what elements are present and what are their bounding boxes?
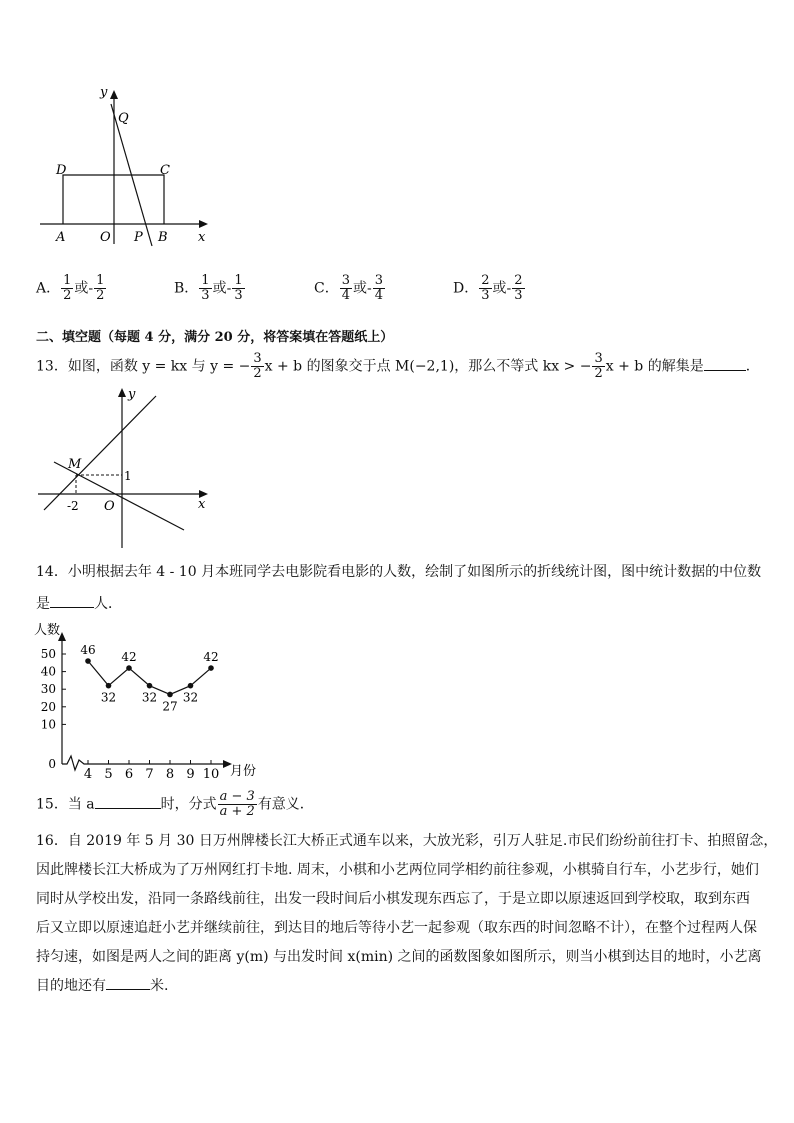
chart-y-tick-label: 10 (40, 717, 56, 732)
chart-point (208, 665, 214, 671)
choice-b: B． $\frac{1}{3}$ 或- $\frac{1}{3}$ (174, 273, 243, 303)
chart-xlabel: 月份 (230, 764, 257, 779)
chart-data-label: 32 (100, 690, 117, 705)
chart-y-tick-label: 40 (40, 664, 56, 679)
fig12-label-C: C (160, 163, 170, 178)
chart-point (167, 692, 173, 698)
chart-ylabel: 人数 (34, 623, 61, 638)
chart-x-tick-label: 4 (83, 767, 93, 782)
chart-point (147, 683, 153, 689)
fig13-label-neg2: -2 (67, 499, 79, 513)
choice-d: D． $\frac{2}{3}$ 或- $\frac{2}{3}$ (453, 273, 523, 303)
chart-x-tick-label: 7 (145, 767, 154, 782)
fig12-label-B: B (158, 230, 168, 245)
q16-line: 目的地还有 米. (36, 972, 777, 1001)
section-heading: 二、填空题（每题 4 分，满分 20 分，将答案填在答题纸上） (36, 330, 394, 345)
q14-line-chart (30, 616, 270, 782)
q14-line2: 是 人． (36, 593, 122, 614)
q15-text: 15．当 a 时，分式 $\frac{a - 3}{a + 2}$ 有意义． (36, 789, 314, 819)
q12-figure (30, 84, 220, 254)
q16-line: 因此牌楼长江大桥成为了万州网红打卡地. 周末，小棋和小艺两位同学相约前往参观，小棋骑自行车，小艺步行，她们 (36, 862, 759, 878)
fig13-label-y: y (128, 387, 136, 402)
chart-data-label: 27 (162, 699, 178, 714)
chart-x-tick-label: 9 (186, 767, 195, 782)
q14-line1: 14．小明根据去年 4 - 10 月本班同学去电影院看电影的人数，绘制了如图所示的折线统计图，图中统计数据的中位数 (36, 564, 762, 580)
q16-text (36, 827, 777, 1001)
chart-y-tick-label: 30 (40, 682, 56, 697)
fig13-label-O: O (104, 499, 115, 514)
chart-point (85, 658, 91, 664)
chart-data-label: 32 (141, 690, 158, 705)
chart-data-label: 46 (80, 643, 96, 658)
fig12-label-P: P (134, 230, 143, 245)
q16-line: 持匀速，如图是两人之间的距离 y(m) 与出发时间 x(min) 之间的函数图象如图所示，则当小棋到达目的地时，小艺离 (36, 949, 762, 965)
chart-y-tick-label: 0 (48, 757, 56, 771)
chart-data-label: 42 (203, 650, 219, 665)
q16-line: 同时从学校出发，沿同一条路线前往，出发一段时间后小棋发现东西忘了，于是立即以原速返回到学校取，取到东西 (36, 891, 750, 907)
q13-text: 13．如图，函数 y = kx 与 y = − $\frac{3}{2}$ x + b 的图象交于点 M(−2,1)，那么不等式 kx > − $\frac{3}{2}$ x + b 的解集是 ． (36, 351, 760, 381)
q16-line: 16．自 2019 年 5 月 30 日万州牌楼长江大桥正式通车以来，大放光彩，引万人驻足.市民们纷纷前往打卡、拍照留念， (36, 833, 778, 849)
chart-x-tick-label: 8 (165, 767, 175, 782)
fig13-label-1: 1 (124, 469, 132, 483)
chart-x-tick-label: 10 (202, 767, 220, 782)
fig12-label-x: x (198, 230, 206, 245)
chart-y-tick-label: 20 (40, 699, 56, 714)
chart-data-label: 32 (182, 690, 199, 705)
chart-x-tick-label: 5 (104, 767, 113, 782)
q13-figure (30, 384, 220, 550)
q16-answer-blank (106, 975, 150, 990)
chart-y-tick-label: 50 (40, 647, 56, 661)
fig12-label-y: y (100, 85, 108, 100)
choice-c: C． $\frac{3}{4}$ 或- $\frac{3}{4}$ (314, 273, 384, 303)
chart-point (126, 665, 132, 671)
q16-line: 后又立即以原速追赶小艺并继续前往，到达目的地后等待小艺一起参观（取东西的时间忽略不计），在整个过程两人保 (36, 920, 757, 936)
choice-a: A． $\frac{1}{2}$ 或- $\frac{1}{2}$ (36, 273, 105, 303)
chart-series-line (88, 661, 211, 694)
chart-point (106, 683, 112, 689)
chart-data-label: 42 (121, 650, 137, 665)
q15-answer-blank (95, 794, 161, 809)
fig13-label-M: M (68, 457, 82, 472)
q13-answer-blank (704, 356, 746, 371)
fig13-label-x: x (198, 497, 206, 512)
q14-answer-blank (50, 593, 94, 608)
fig12-label-Q: Q (118, 111, 129, 126)
fig12-label-D: D (56, 163, 67, 178)
chart-x-tick-label: 6 (124, 767, 134, 782)
fig12-label-O: O (100, 230, 111, 245)
fig12-label-A: A (56, 230, 66, 245)
chart-point (188, 683, 194, 689)
